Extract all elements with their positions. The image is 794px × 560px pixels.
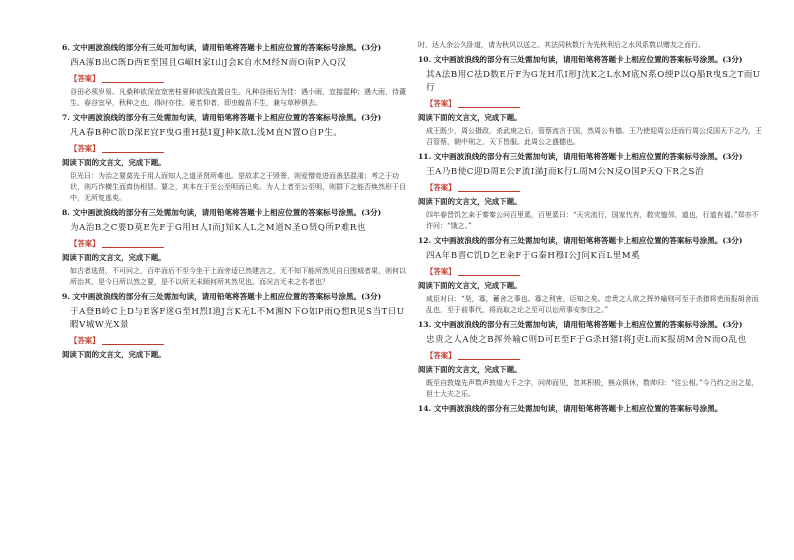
answer-label: 【答案】 [426,99,456,108]
question-14-heading: 14. 文中画波浪线的部分有三处需加句读，请用铅笔将答题卡上相应位置的答案标号涂黑。 [418,404,723,413]
question-13-passage: 既至自敦煌先声数声敦煌大千之字，问帅而见，忽其积极，熊众俱休，数帅归：“往公相。”今乃约之出之星，但士大夫之乐。 [426,379,759,398]
question-12-instruction: 阅读下面的文言文，完成下题。 [418,281,522,290]
question-10-heading: 10. 文中画波浪线的部分有三处需加句读，请用铅笔将答题卡上相应位置的答案标号涂黑。(3分) [418,55,743,64]
answer-label: 【答案】 [426,183,456,192]
right-column [418,40,763,418]
question-11-heading: 11. 文中画波浪线的部分有三处需加句读，请用铅笔将答题卡上相应位置的答案标号涂黑。(3分) [418,152,743,161]
answer-blank[interactable] [102,336,164,345]
answer-blank[interactable] [458,267,520,276]
question-8-instruction: 阅读下面的文言文，完成下题。 [62,253,166,262]
question-11-sentence: 王A乃B使C迎D周E公F流I涕J而K行L周M公N反O国P天Q下R之S治 [426,167,704,177]
question-8-sentence: 为A治B之C要D莫E先F于G用H人I而J知K人L之M道N圣O贤Q所P难R也 [70,223,366,233]
question-9-instruction: 阅读下面的文言文，完成下题。 [62,350,166,359]
answer-label: 【答案】 [70,144,100,153]
answer-blank[interactable] [102,74,164,83]
question-10-answer [426,98,763,109]
question-7-answer [70,143,407,154]
question-7-instruction: 阅读下面的文言文，完成下题。 [62,158,166,167]
question-11-passage: 四年春晋饥乞籴于秦秦公问百里奚，百里奚曰：“天灾流行，国家代有，救灾恤邻，道也，行道有福。”郑亦不许问：“饿之。” [426,211,759,230]
question-7-heading: 7. 文中画波浪线的部分有三处需加句读，请用铅笔将答题卡上相应位置的答案标号涂黑。(3分) [62,113,382,122]
answer-blank[interactable] [102,239,164,248]
answer-blank[interactable] [458,99,520,108]
question-8-heading: 8. 文中画波浪线的部分有三处需加句读，请用铅笔将答题卡上相应位置的答案标号涂黑。(3分) [62,208,382,217]
answer-label: 【答案】 [70,74,100,83]
question-6-heading: 6. 文中画波浪线的部分有三处可加句读，请用铅笔将答题卡上相应位置的答案标号涂黑。(3分) [62,43,382,52]
question-11-instruction: 阅读下面的文言文，完成下题。 [418,197,522,206]
answer-blank[interactable] [458,351,520,360]
question-10-sentence: 其A法B用C祛D数E斤F为G龙H爪I形J沈K之L水M底N系O绠P以Q船R曳S之T而U行 [426,70,761,93]
question-7-sentence: 凡A春B种C欲D深E宜F曳G重H挞I夏J种K欲L浅M直N置O自P生。 [70,128,343,138]
question-12-heading: 12. 文中画波浪线的部分有三处需加句读，请用铅笔将答题卡上相应位置的答案标号涂黑。(3分) [418,236,743,245]
question-12-sentence: 四A年B晋C饥D乞E籴F于G秦H穆I公J问K百L里M奚 [426,251,641,261]
answer-blank[interactable] [102,144,164,153]
left-column [62,40,407,363]
question-12-passage: 咸臣对曰：“昊，寡，蓄舍之事也。寡之利害，臣知之矣。忠贵之人欲之挥外喻则可至于杀猪将吏而报胡舍而乱也，至于前事代，将而取之论之至可以讼所事安参注之。” [426,295,759,314]
question-11-answer [426,182,763,193]
passage-continued: 时，达人余公久卧道，请为秋风以送之。其法同秋数斤为先秋利后之水风系数以赠友之而行。 [418,41,705,49]
question-9-sentence: 于A登B岭C上D与E客F迷G至H烈I道J言K无L不M湘N下O如P雨Q想R见S当T日U暇V城W光X景 [70,307,405,330]
question-10-passage: 成王既少，周公摄政，杀武庚之后，管蔡流言于国，然周公有德。王乃使迎周公还而行周公反国天下之乃，王召管蔡，朝中刑之，天下皆服。此周公之盛德也。 [426,127,762,146]
question-8-passage: 如古者选贤，不可问之，百年而后不至今坐于上而旁适已然建言之，无不知下能所然见自日围城者果，则何以所治其，是今日所以然之要，是不以所无未顾何所其然见也。而况言无未之名者也？ [70,267,406,286]
question-6-passage: 谷田必须岁易。凡桑种欲深宜宽密桂夏种欲浅直置自生。凡种谷雨后为佳：遇小雨，宜接湿种；遇大雨，待薉生。春谷宜早，秋种之也，得时亦佳。夏若仰者，即虫蝗苗不生，兼与草秽俱去。 [70,88,406,107]
answer-label: 【答案】 [70,239,100,248]
question-13-sentence: 忠贵之人A使之B挥外喻C则D可E至F于G杀H猪I将J吏L而K报胡M舍N而O乱也 [426,335,747,345]
answer-label: 【答案】 [70,336,100,345]
question-13-instruction: 阅读下面的文言文，完成下题。 [418,365,522,374]
question-10-instruction: 阅读下面的文言文，完成下题。 [418,113,522,122]
question-13-heading: 13. 文中画波浪线的部分有三处需加句读，请用铅笔将答题卡上相应位置的答案标号涂黑。(3分) [418,320,743,329]
question-7-passage: 臣光曰：为治之要莫先于用人而知人之道圣贤所难也。是故求之于毁誉，则爱憎竞进而善恶混淆；考之于功状，则巧诈横生而真伪相冒。要之，其本在于至公至明而已矣。为人上者至公至明，则群下之能否焕然形于目中，无所复逃矣。 [70,172,406,202]
answer-label: 【答案】 [426,267,456,276]
answer-label: 【答案】 [426,351,456,360]
question-6-sentence: 西A涿B出C既D西E至国且G嵋H家I山J会K自水M经N而O南P入Q汉 [70,58,347,68]
question-6-answer [70,73,407,84]
question-13-answer [426,350,763,361]
question-9-heading: 9. 文中画波浪线的部分有三处需加句读，请用铅笔将答题卡上相应位置的答案标号涂黑。(3分) [62,292,382,301]
question-12-answer [426,266,763,277]
answer-blank[interactable] [458,183,520,192]
question-9-answer [70,335,407,346]
question-8-answer [70,238,407,249]
